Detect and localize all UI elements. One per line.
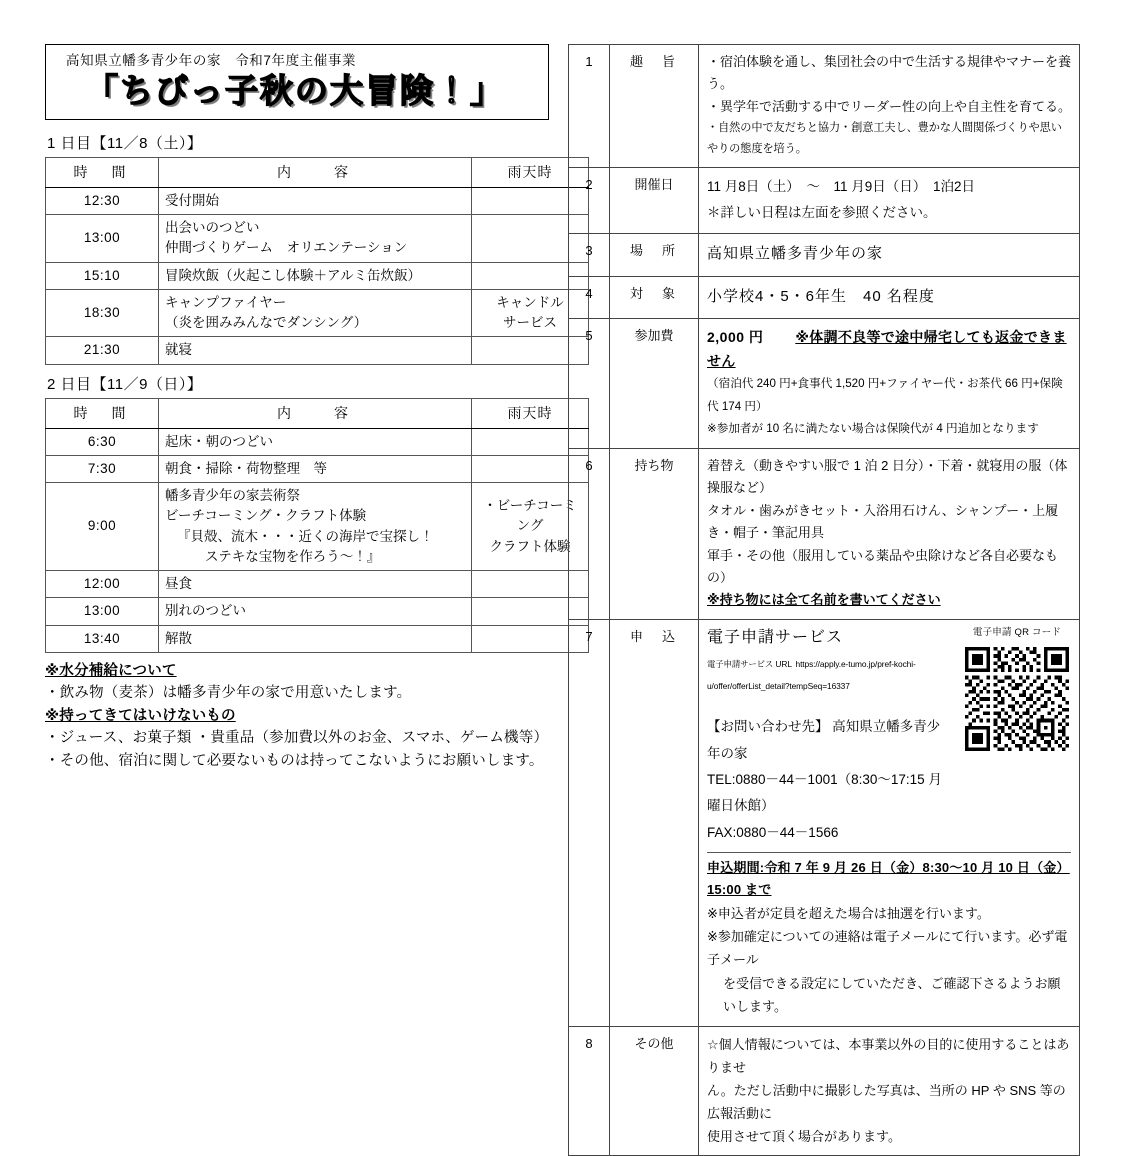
schedule-time: 9:00 [46,483,159,571]
fee-breakdown: （宿泊代 240 円+食事代 1,520 円+ファイヤー代・お茶代 66 円+保険代 174 円） [707,377,1063,413]
schedule-content [159,262,472,289]
left-column [45,44,577,772]
schedule-content [159,625,472,652]
date-label: 開催日 [610,167,699,234]
forbidden-note-line-2: ・その他、宿泊に関して必要ないものは持ってこないようにお願いします。 [45,752,544,769]
purpose-number: 1 [569,45,610,168]
schedule-time: 12:30 [46,187,159,214]
day1-col-time: 時 間 [46,157,159,187]
purpose-line-2: ・異学年で活動する中でリーダー性の向上や自主性を育てる。 [707,98,1072,114]
schedule-content-line: 昼食 [165,576,192,592]
schedule-content [159,215,472,263]
row-fee [569,319,1080,449]
fee-extra-note: ※参加者が 10 名に満たない場合は保険代が 4 円追加となります [707,422,1039,436]
date-number: 2 [569,167,610,234]
row-place [569,234,1080,277]
purpose-line-1: ・宿泊体験を通し、集団社会の中で生活する規律やマナーを養う。 [707,54,1072,92]
day2-schedule-table [45,398,589,653]
schedule-content-line: 冒険炊飯（火起こし体験＋アルミ缶炊飯） [165,267,421,283]
event-title: 「ちびっ子秋の大冒険！」 [85,71,505,109]
application-url[interactable]: https://apply.e-tumo.jp/pref-kochi-u/offer/offerList_detail?tempSeq=16337 [707,658,916,691]
fee-value [699,319,1080,449]
schedule-rain-line: クラフト体験 [489,538,571,554]
schedule-content-line: 出会いのつどい [165,220,260,236]
day1-header-row [46,157,589,187]
schedule-time: 6:30 [46,428,159,455]
place-value [699,234,1080,277]
hydration-note-line: ・飲み物（麦茶）は幡多青少年の家で用意いたします。 [45,685,412,702]
belongings-label: 持ち物 [610,449,699,620]
application-period: 申込期間:令和 7 年 9 月 26 日（金）8:30〜10 月 10 日（金）15:00 まで [707,859,1070,898]
day2-col-rain: 雨天時 [472,398,589,428]
hydration-note-heading: ※水分補給について [45,662,177,679]
day2-header-row [46,398,589,428]
schedule-rain-line: ・ビーチコーミング [483,498,577,534]
day1-table-body [46,187,589,364]
schedule-content-line: 受付開始 [165,192,219,208]
schedule-time: 13:00 [46,215,159,263]
belongings-number: 6 [569,449,610,620]
bottom-notes [45,660,557,772]
schedule-time: 15:10 [46,262,159,289]
schedule-content [159,598,472,625]
purpose-label: 趣 旨 [610,45,699,168]
application-note-2a: ※参加確定についての連絡は電子メールにて行います。必ず電子メール [707,928,1068,968]
application-label: 申 込 [610,619,699,1026]
fee-warning: ※体調不良等で途中帰宅しても返金できません [707,329,1067,370]
schedule-content-line: 解散 [165,630,192,646]
fee-label: 参加費 [610,319,699,449]
day1-table-head [46,157,589,187]
purpose-line-3: ・自然の中で友だちと協力・創意工夫し、豊かな人間関係づくりや思いやりの態度を培う。 [707,122,1062,155]
schedule-content-line: 就寝 [165,342,192,358]
schedule-content [159,483,472,571]
row-application [569,619,1080,1026]
application-wrap [707,626,1071,846]
schedule-content [159,289,472,337]
table-row [46,187,589,214]
table-row [46,215,589,263]
day1-schedule-table [45,157,589,365]
other-value [699,1026,1080,1156]
date-line-1: 11 月8日（土） 〜 11 月9日（日） 1泊2日 [707,178,976,194]
table-row [46,289,589,337]
day1-heading: 1 日目【11／8（土）】 [47,134,203,152]
fee-amount: 2,000 円 [707,329,764,346]
forbidden-note-heading: ※持ってきてはいけないもの [45,707,236,724]
day2-col-time: 時 間 [46,398,159,428]
other-line-3: 使用させて頂く場合があります。 [707,1129,901,1145]
contact-heading: 【お問い合わせ先】 高知県立幡多青少年の家 [707,719,941,761]
row-date [569,167,1080,234]
schedule-content [159,337,472,364]
qr-code-label: 電子申請 QR コード [972,626,1062,638]
service-title: 電子申請サービス [707,628,844,646]
url-label: 電子申請サービス URL [707,658,792,669]
schedule-time: 12:00 [46,571,159,598]
application-note-2b: を受信できる設定にしていただき、ご確認下さるようお願いします。 [723,975,1061,1015]
belongings-emphasis: ※持ち物には全て名前を書いてください [707,592,941,608]
application-value [699,619,1080,1026]
contact-fax: FAX:0880－44－1566 [707,824,839,840]
other-label: その他 [610,1026,699,1156]
application-number: 7 [569,619,610,1026]
application-note-1: ※申込者が定員を超えた場合は抽選を行います。 [707,905,990,921]
belongings-line-3: 軍手・その他（服用している薬品や虫除けなど各自必要なもの） [707,547,1059,585]
place-line-1: 高知県立幡多青少年の家 [707,245,884,263]
qr-code-icon[interactable] [965,647,1069,751]
place-label: 場 所 [610,234,699,277]
row-target [569,276,1080,319]
date-value [699,167,1080,234]
fee-number: 5 [569,319,610,449]
details-table [568,44,1080,1156]
application-divider [707,852,1071,853]
schedule-content-line: ステキな宝物を作ろう〜！』 [205,548,381,564]
schedule-time: 13:40 [46,625,159,652]
target-number: 4 [569,276,610,319]
other-number: 8 [569,1026,610,1156]
target-value [699,276,1080,319]
schedule-rain-line: キャンドル [496,294,564,310]
schedule-content [159,455,472,482]
url-line [707,652,953,697]
target-line-1: 小学校4・5・6年生 40 名程度 [707,287,935,305]
day2-table-head [46,398,589,428]
schedule-content-line: 幡多青少年の家芸術祭 [165,488,300,504]
schedule-content-line: キャンプファイヤー [165,294,287,310]
organization-line: 高知県立幡多青少年の家 令和7年度主催事業 [66,53,357,68]
other-line-2: ん。ただし活動中に撮影した写真は、当所の HP や SNS 等の広報活動に [707,1082,1066,1121]
schedule-content [159,187,472,214]
schedule-content-line: 朝食・掃除・荷物整理 等 [165,460,327,476]
schedule-time: 13:00 [46,598,159,625]
table-row [46,337,589,364]
schedule-content-line: 『貝殻、流木・・・近くの海岸で宝探し！ [177,528,434,544]
table-row [46,598,589,625]
date-line-2: ＊詳しい日程は左面を参照ください。 [707,204,937,220]
table-row [46,571,589,598]
schedule-content-line: 起床・朝のつどい [165,433,273,449]
schedule-time: 7:30 [46,455,159,482]
schedule-content-line: 別れのつどい [165,603,246,619]
day2-heading: 2 日目【11／9（日）】 [47,375,203,393]
place-number: 3 [569,234,610,277]
target-label: 対 象 [610,276,699,319]
table-row [46,428,589,455]
schedule-content [159,428,472,455]
schedule-rain-line: サービス [503,315,557,331]
row-belongings [569,449,1080,620]
belongings-line-2: タオル・歯みがきセット・入浴用石けん、シャンプー・上履き・帽子・筆記用具 [707,502,1059,541]
day1-col-rain: 雨天時 [472,157,589,187]
day2-table-body [46,428,589,652]
belongings-value [699,449,1080,620]
schedule-content [159,571,472,598]
contact-tel: TEL:0880－44－1001（8:30〜17:15 月曜日休館） [707,771,942,814]
other-line-1: ☆個人情報については、本事業以外の目的に使用することはありませ [707,1036,1070,1075]
belongings-line-1: 着替え（動きやすい服で 1 泊 2 日分）・下着・就寝用の服（体操服など） [707,458,1068,496]
right-column [568,44,1080,1156]
table-row [46,455,589,482]
schedule-content-line: （炎を囲みみんなでダンシング） [165,315,368,331]
schedule-content-line: ビーチコーミング・クラフト体験 [165,508,367,524]
row-purpose [569,45,1080,168]
table-row [46,625,589,652]
schedule-time: 21:30 [46,337,159,364]
row-other [569,1026,1080,1156]
day2-col-content: 内 容 [159,398,472,428]
table-row [46,483,589,571]
table-row [46,262,589,289]
purpose-value [699,45,1080,168]
schedule-time: 18:30 [46,289,159,337]
schedule-content-line: 仲間づくりゲーム オリエンテーション [165,240,408,256]
qr-block [961,625,1073,751]
title-box [45,44,549,120]
day1-col-content: 内 容 [159,157,472,187]
fee-headline [707,325,1071,373]
forbidden-note-line-1: ・ジュース、お菓子類 ・貴重品（参加費以外のお金、スマホ、ゲーム機等） [45,730,549,747]
